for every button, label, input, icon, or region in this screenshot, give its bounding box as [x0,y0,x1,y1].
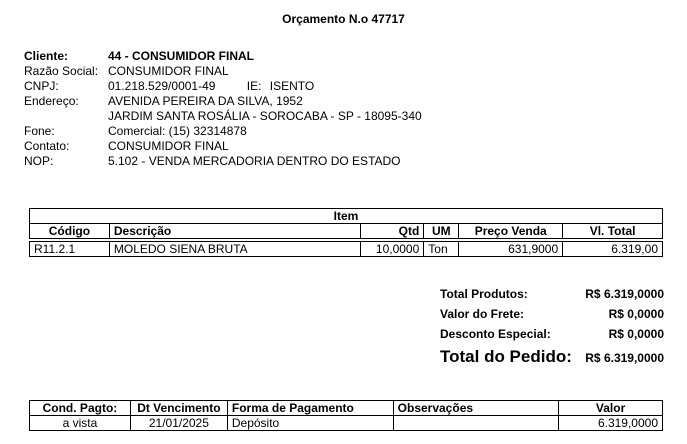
payment-header-row [30,401,663,416]
item-total: 6.319,00 [563,242,663,257]
header-codigo: Código [30,224,110,239]
page-title: Orçamento N.o 47717 [282,12,405,26]
fone-value: Comercial: (15) 32314878 [108,124,247,138]
header-observacoes: Observações [393,401,559,416]
nop-row [24,154,422,169]
payment-forma: Depósito [227,416,393,431]
header-descricao: Descrição [109,224,361,239]
desconto-row [440,327,664,347]
endereco-row [24,94,422,109]
cnpj-row [24,79,422,94]
header-total: Vl. Total [563,224,663,239]
nop-value: 5.102 - VENDA MERCADORIA DENTRO DO ESTADO [108,154,401,168]
ie-value: ISENTO [269,79,315,93]
header-dt-vencimento: Dt Vencimento [130,401,227,416]
payment-venc: 21/01/2025 [130,416,227,431]
item-qtd: 10,0000 [361,242,424,257]
fone-row [24,124,422,139]
total-produtos-value: R$ 6.319,0000 [585,287,664,301]
razao-value: CONSUMIDOR FINAL [108,64,229,78]
items-header-row [30,224,663,239]
header-cond-pagto: Cond. Pagto: [30,401,131,416]
endereco-row-2 [24,109,422,124]
header-forma-pagamento: Forma de Pagamento [227,401,393,416]
table-row [30,416,663,431]
client-info [24,49,422,169]
payment-cond: a vista [30,416,131,431]
item-codigo: R11.2.1 [30,242,110,257]
contato-label: Contato: [24,139,70,153]
header-valor: Valor [559,401,663,416]
payment-table [29,400,663,431]
total-pedido-value: R$ 6.319,0000 [585,351,664,365]
total-pedido-row [440,347,664,371]
totals-block [440,287,664,371]
fone-label: Fone: [24,124,55,138]
header-um: UM [424,224,459,239]
total-pedido-label: Total do Pedido: [440,347,572,366]
payment-obs [393,416,559,431]
cnpj-number: 01.218.529/0001-49 [108,79,216,93]
cliente-value: 44 - CONSUMIDOR FINAL [108,49,255,63]
desconto-value: R$ 0,0000 [608,327,664,341]
razao-label: Razão Social: [24,64,99,78]
valor-frete-row [440,307,664,327]
cliente-label: Cliente: [24,49,69,63]
cnpj-value [108,79,314,94]
items-caption: Item [30,209,663,224]
contato-value: CONSUMIDOR FINAL [108,139,229,153]
item-descricao: MOLEDO SIENA BRUTA [109,242,361,257]
total-produtos-row [440,287,664,307]
total-produtos-label: Total Produtos: [440,287,528,301]
endereco-line1: AVENIDA PEREIRA DA SILVA, 1952 [108,94,303,108]
valor-frete-label: Valor do Frete: [440,307,525,321]
item-um: Ton [424,242,459,257]
valor-frete-value: R$ 0,0000 [608,307,664,321]
endereco-line2: JARDIM SANTA ROSÁLIA - SOROCABA - SP - 18095-340 [108,109,422,123]
cnpj-label: CNPJ: [24,79,59,93]
endereco-label: Endereço: [24,94,79,108]
client-row [24,49,422,64]
item-preco: 631,9000 [459,242,563,257]
nop-label: NOP: [24,154,54,168]
ie-label: IE: [246,79,262,93]
desconto-label: Desconto Especial: [440,327,551,341]
payment-valor: 6.319,0000 [559,416,663,431]
header-preco: Preço Venda [459,224,563,239]
razao-row [24,64,422,79]
table-row [30,242,663,257]
items-caption-row [30,209,663,224]
contato-row [24,139,422,154]
header-qtd: Qtd [361,224,424,239]
items-table [29,208,663,257]
